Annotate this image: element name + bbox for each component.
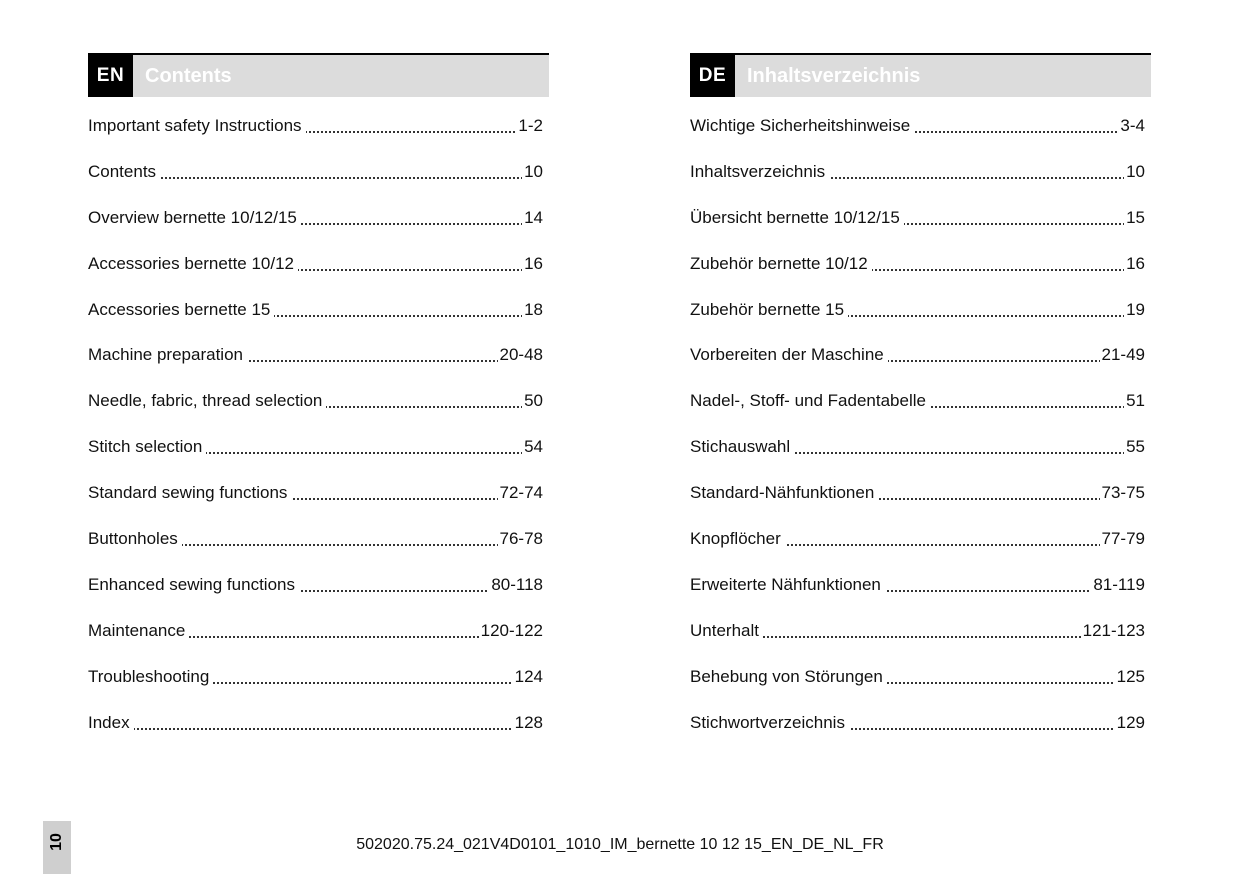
toc-entry-page: 10 — [1124, 160, 1145, 184]
toc-entry-page: 125 — [1115, 665, 1145, 689]
page-number: 10 — [48, 833, 65, 851]
toc-entry-label: Behebung von Störungen — [690, 665, 887, 689]
section-header-en — [88, 53, 549, 97]
toc-entry-page: 128 — [513, 711, 543, 735]
toc-entry — [88, 343, 543, 389]
toc-entry-page: 72-74 — [498, 481, 543, 505]
toc-entry-page: 20-48 — [498, 343, 543, 367]
language-badge-en: EN — [88, 55, 133, 97]
toc-entry-label: Zubehör bernette 15 — [690, 298, 848, 322]
toc-entry — [690, 389, 1145, 435]
toc-entry — [690, 160, 1145, 206]
toc-column-de — [690, 53, 1151, 756]
document-footer: 502020.75.24_021V4D0101_1010_IM_bernette 10 12 15_EN_DE_NL_FR — [356, 836, 884, 853]
toc-entry-page: 77-79 — [1100, 527, 1145, 551]
toc-entry-page: 129 — [1115, 711, 1145, 735]
language-badge-de: DE — [690, 55, 735, 97]
toc-entry-label: Accessories bernette 10/12 — [88, 252, 298, 276]
toc-entry — [88, 619, 543, 665]
toc-entry — [690, 619, 1145, 665]
toc-entry — [88, 481, 543, 527]
toc-entry-page: 16 — [522, 252, 543, 276]
toc-entry — [88, 573, 543, 619]
toc-entry-page: 10 — [522, 160, 543, 184]
toc-entry-label: Inhaltsverzeichnis — [690, 160, 829, 184]
toc-entry-page: 120-122 — [479, 619, 543, 643]
toc-entry-label: Stichauswahl — [690, 435, 794, 459]
section-header-de — [690, 53, 1151, 97]
toc-entry-label: Needle, fabric, thread selection — [88, 389, 326, 413]
toc-entry — [88, 206, 543, 252]
toc-entry — [88, 527, 543, 573]
section-title-de: Inhaltsverzeichnis — [747, 64, 921, 87]
toc-entry — [88, 160, 543, 206]
toc-entry-label: Stichwortverzeichnis — [690, 711, 849, 735]
toc-entry — [88, 435, 543, 481]
toc-entry — [690, 206, 1145, 252]
toc-entry-page: 18 — [522, 298, 543, 322]
toc-entry-page: 121-123 — [1081, 619, 1145, 643]
toc-entry-page: 73-75 — [1100, 481, 1145, 505]
toc-entry — [690, 665, 1145, 711]
toc-entry — [690, 343, 1145, 389]
toc-column-en — [88, 53, 549, 756]
toc-entry-page: 51 — [1124, 389, 1145, 413]
toc-entry-page: 124 — [513, 665, 543, 689]
toc-entry-page: 54 — [522, 435, 543, 459]
toc-entry-label: Accessories bernette 15 — [88, 298, 274, 322]
toc-entry-label: Standard-Nähfunktionen — [690, 481, 878, 505]
toc-entry-page: 21-49 — [1100, 343, 1145, 367]
toc-entry-label: Maintenance — [88, 619, 189, 643]
toc-entry-page: 76-78 — [498, 527, 543, 551]
toc-entry-label: Übersicht bernette 10/12/15 — [690, 206, 904, 230]
toc-entry-label: Troubleshooting — [88, 665, 213, 689]
toc-entry-page: 80-118 — [489, 573, 543, 597]
toc-entry — [88, 114, 543, 160]
toc-entry-page: 16 — [1124, 252, 1145, 276]
toc-entry-label: Knopflöcher — [690, 527, 785, 551]
toc-list-de — [690, 114, 1151, 756]
toc-entry-page: 81-119 — [1091, 573, 1145, 597]
toc-entry-page: 3-4 — [1118, 114, 1145, 138]
toc-entry-label: Zubehör bernette 10/12 — [690, 252, 872, 276]
toc-entry-label: Stitch selection — [88, 435, 206, 459]
toc-entry-label: Machine preparation — [88, 343, 247, 367]
section-title-en: Contents — [145, 64, 232, 87]
toc-entry — [88, 665, 543, 711]
toc-entry-label: Vorbereiten der Maschine — [690, 343, 888, 367]
toc-entry — [88, 711, 543, 757]
toc-entry-label: Erweiterte Nähfunktionen — [690, 573, 885, 597]
toc-entry — [88, 389, 543, 435]
toc-entry — [690, 114, 1145, 160]
toc-entry-label: Buttonholes — [88, 527, 182, 551]
toc-entry — [690, 711, 1145, 757]
toc-entry-page: 15 — [1124, 206, 1145, 230]
toc-entry-label: Important safety Instructions — [88, 114, 306, 138]
toc-entry-label: Index — [88, 711, 134, 735]
toc-entry — [690, 252, 1145, 298]
toc-entry-label: Nadel-, Stoff- und Fadentabelle — [690, 389, 930, 413]
toc-entry — [690, 435, 1145, 481]
toc-entry — [690, 481, 1145, 527]
toc-entry-label: Wichtige Sicherheitshinweise — [690, 114, 914, 138]
toc-entry-page: 19 — [1124, 298, 1145, 322]
toc-entry-page: 55 — [1124, 435, 1145, 459]
toc-entry-page: 14 — [522, 206, 543, 230]
toc-entry-label: Overview bernette 10/12/15 — [88, 206, 301, 230]
toc-entry-label: Contents — [88, 160, 160, 184]
toc-entry — [690, 527, 1145, 573]
toc-entry — [88, 298, 543, 344]
toc-entry-page: 1-2 — [516, 114, 543, 138]
toc-entry — [690, 573, 1145, 619]
toc-entry-label: Standard sewing functions — [88, 481, 291, 505]
toc-list-en — [88, 114, 549, 756]
toc-entry — [88, 252, 543, 298]
toc-entry-label: Enhanced sewing functions — [88, 573, 299, 597]
toc-entry — [690, 298, 1145, 344]
dotted-leader — [88, 728, 543, 730]
toc-entry-label: Unterhalt — [690, 619, 763, 643]
toc-entry-page: 50 — [522, 389, 543, 413]
